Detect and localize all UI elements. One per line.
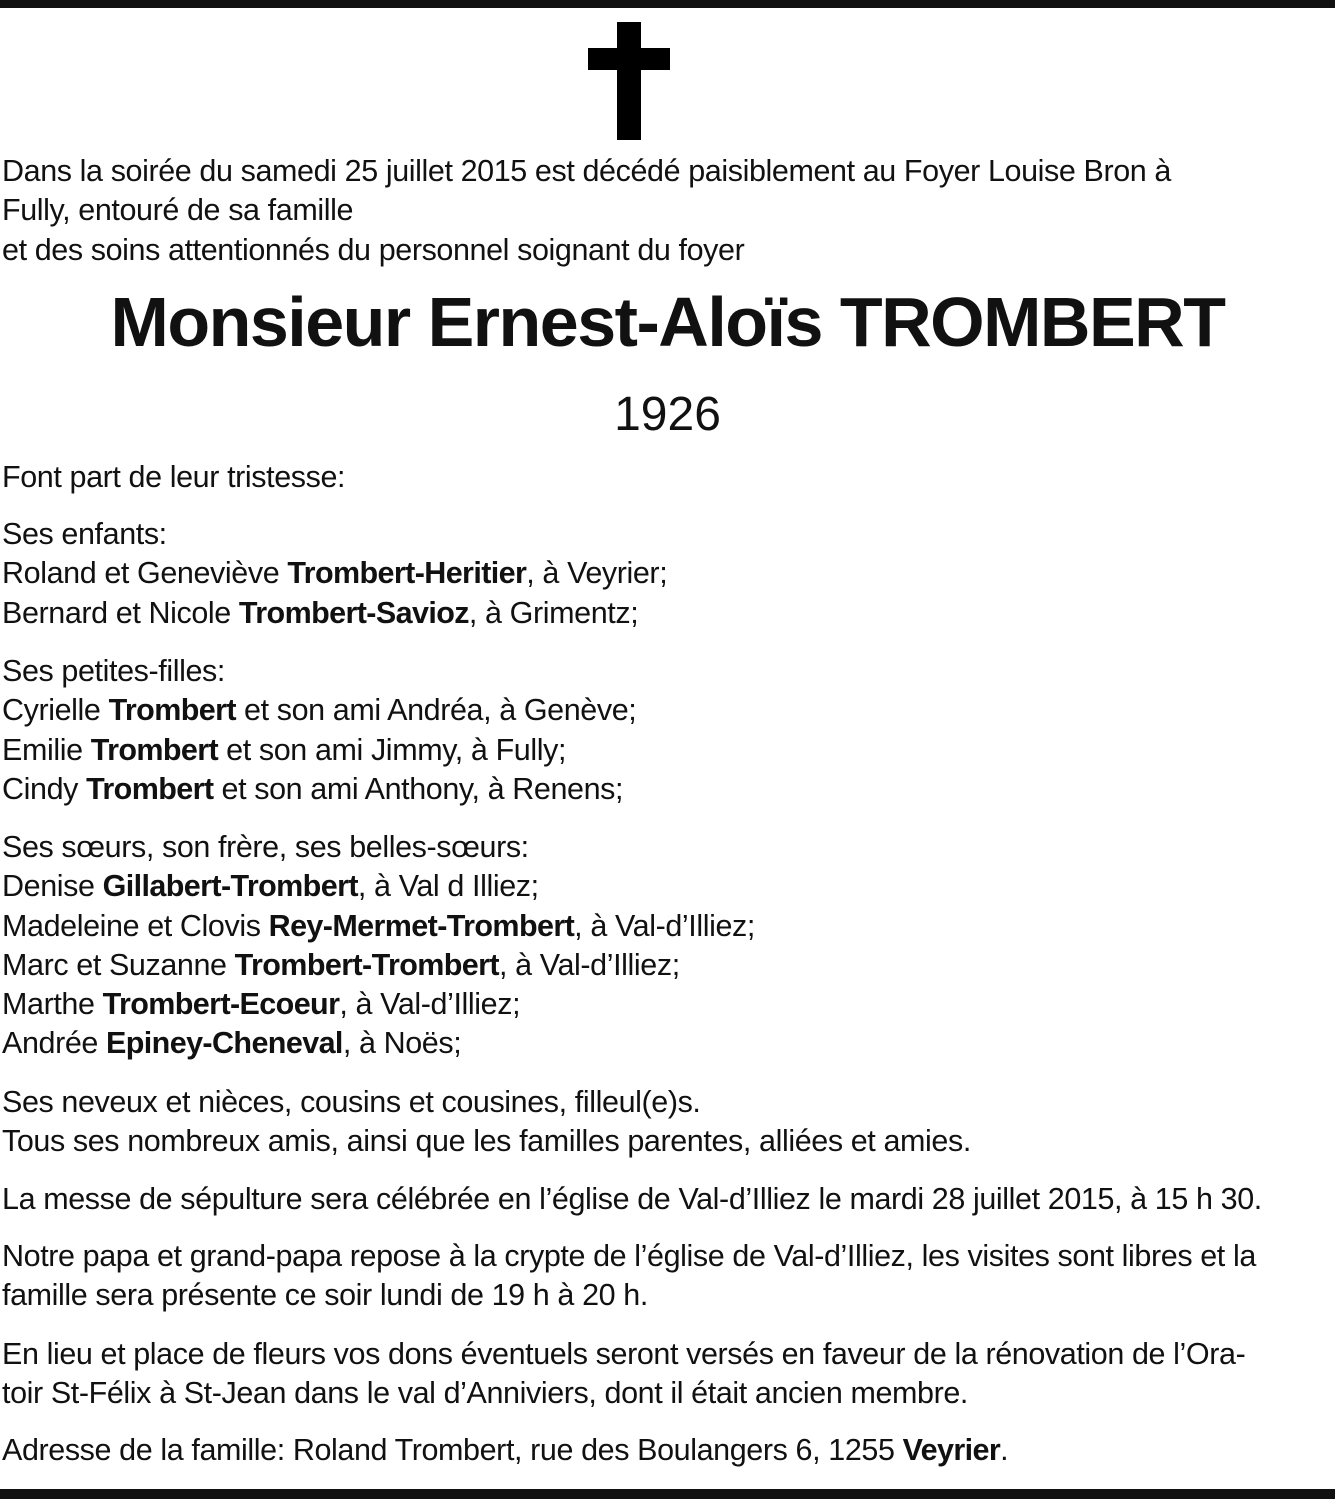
text-line — [2, 1180, 1262, 1219]
text-line — [2, 231, 1171, 270]
text-segment: Bernard et Nicole — [2, 595, 239, 630]
text-segment: Ses sœurs, son frère, ses belles-sœurs: — [2, 830, 529, 864]
text-segment: La messe de sépulture sera célébrée en l’église de Val-d’Illiez le mardi 28 juillet 2015, à 15 h 30. — [2, 1182, 1262, 1216]
text-line — [2, 907, 755, 946]
text-segment: Roland et Geneviève — [2, 556, 288, 591]
text-segment: Font part de leur tristesse: — [2, 460, 346, 494]
text-segment: En lieu et place de fleurs vos dons éventuels seront versés en faveur de la rénovation de l’Ora- — [2, 1337, 1246, 1371]
text-line — [2, 1374, 1245, 1413]
text-segment: Ses enfants: — [2, 517, 167, 551]
text-line — [2, 191, 1171, 230]
text-segment: Tous ses nombreux amis, ainsi que les familles parentes, alliées et amies. — [2, 1124, 971, 1159]
text-line — [2, 1335, 1245, 1374]
family-name: Gillabert-Trombert — [102, 869, 358, 904]
text-segment: Adresse de la famille: Roland Trombert, rue des Boulangers 6, 1255 — [2, 1433, 903, 1467]
text-line — [2, 554, 667, 593]
text-segment: Andrée — [2, 1026, 107, 1061]
text-line — [2, 515, 667, 554]
text-segment: , à Grimentz; — [468, 595, 639, 630]
family-name: Trombert — [86, 771, 214, 806]
text-segment: Emilie — [2, 732, 91, 767]
deceased-name: Monsieur Ernest-Aloïs TROMBERT — [110, 283, 1225, 361]
text-line — [2, 1237, 1256, 1276]
text-line — [2, 1276, 1256, 1315]
family-name: Trombert-Heritier — [287, 556, 527, 591]
children-paragraph — [2, 515, 667, 633]
top-rule — [0, 0, 1335, 8]
text-segment: et son ami Andréa, à Genève; — [235, 693, 637, 728]
text-segment: et son ami Anthony, à Renens; — [213, 771, 624, 806]
text-segment: Ses petites-filles: — [2, 654, 225, 688]
text-segment: et son ami Jimmy, à Fully; — [218, 732, 567, 767]
text-segment: toir St-Félix à St-Jean dans le val d’Anniviers, dont il était ancien membre. — [2, 1376, 968, 1411]
relatives-paragraph — [2, 1083, 971, 1162]
birth-year: 1926 — [614, 388, 721, 441]
text-segment: Fully, entouré de sa famille — [2, 193, 354, 228]
family-name: Trombert-Savioz — [238, 595, 469, 630]
text-line — [2, 594, 667, 633]
text-line — [2, 1122, 971, 1161]
text-segment: , à Val-d’Illiez; — [499, 947, 680, 982]
family-name: Trombert — [108, 693, 236, 728]
family-name: Veyrier — [902, 1433, 1001, 1467]
text-segment: Marthe — [2, 987, 103, 1022]
family-name: Trombert-Trombert — [234, 947, 499, 982]
text-segment: . — [1000, 1433, 1009, 1467]
text-segment: , à Val-d’Illiez; — [339, 987, 521, 1022]
family-name: Epiney-Cheneval — [106, 1026, 343, 1061]
text-line — [2, 731, 636, 770]
text-segment: Marc et Suzanne — [2, 947, 235, 982]
text-segment: Notre papa et grand-papa repose à la crypte de l’église de Val-d’Illiez, les visites sont libres et la — [2, 1239, 1256, 1273]
text-line — [2, 1024, 755, 1063]
family-name: Rey-Mermet-Trombert — [268, 908, 575, 943]
text-line — [2, 770, 636, 809]
bottom-rule — [0, 1489, 1335, 1499]
text-segment: Cindy — [2, 771, 87, 806]
text-segment: Denise — [2, 869, 103, 904]
announcement-paragraph — [2, 458, 345, 497]
family-name: Trombert-Ecoeur — [102, 987, 340, 1022]
text-segment: , à Noës; — [342, 1026, 462, 1061]
text-line — [2, 691, 636, 730]
text-line — [2, 1431, 1008, 1470]
text-line — [2, 867, 755, 906]
text-line — [2, 828, 755, 867]
funeral-mass-paragraph — [2, 1180, 1262, 1219]
granddaughters-paragraph — [2, 652, 636, 809]
text-segment: , à Val d Illiez; — [357, 869, 539, 904]
text-line — [2, 458, 345, 497]
family-name: Trombert — [90, 732, 219, 767]
visitation-paragraph — [2, 1237, 1256, 1316]
text-segment: , à Val-d’Illiez; — [574, 908, 755, 943]
text-segment: Dans la soirée du samedi 25 juillet 2015 est décédé paisiblement au Foyer Louise Bron à — [2, 154, 1171, 188]
text-segment: famille sera présente ce soir lundi de 19 h à 20 h. — [2, 1278, 648, 1313]
donations-paragraph — [2, 1335, 1245, 1414]
text-line — [2, 152, 1171, 191]
text-segment: Ses neveux et nièces, cousins et cousines, filleul(e)s. — [2, 1085, 701, 1119]
text-line — [2, 946, 755, 985]
siblings-paragraph — [2, 828, 755, 1064]
family-address-paragraph — [2, 1431, 1008, 1470]
text-segment: Cyrielle — [2, 693, 109, 728]
text-line — [2, 1083, 971, 1122]
text-line — [2, 985, 755, 1024]
text-segment: Madeleine et Clovis — [2, 908, 269, 943]
text-segment: , à Veyrier; — [526, 556, 668, 591]
text-line — [2, 652, 636, 691]
text-segment: et des soins attentionnés du personnel soignant du foyer — [2, 232, 745, 267]
intro-paragraph — [2, 152, 1171, 270]
